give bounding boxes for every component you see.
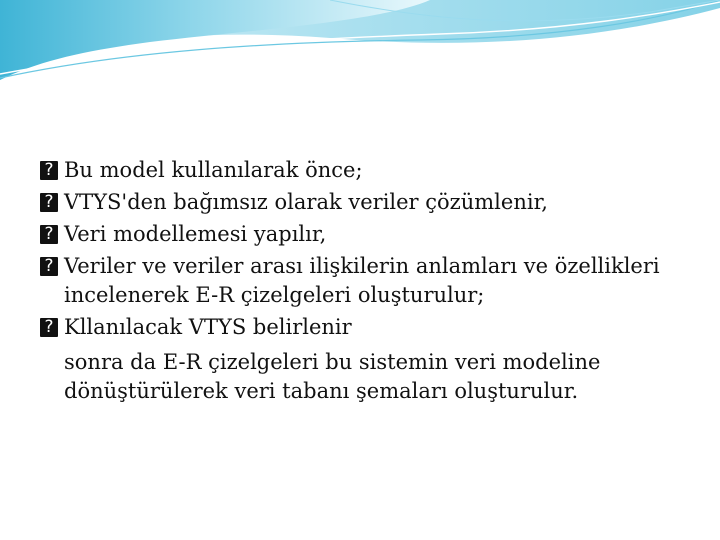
- bullet-missing-glyph-icon: ?: [40, 193, 58, 212]
- bullet-item: [40, 188, 680, 217]
- continuation-text: sonra da E-R çizelgeleri bu sistemin veri modeline dönüştürülerek veri tabanı şemaları oluşturulur.: [64, 350, 601, 403]
- bullet-missing-glyph-icon: ?: [40, 161, 58, 180]
- bullet-text: VTYS'den bağımsız olarak veriler çözümlenir,: [64, 190, 548, 214]
- bullet-item: [40, 313, 680, 342]
- bullet-text: Veri modellemesi yapılır,: [64, 222, 327, 246]
- bullet-item: [40, 156, 680, 185]
- bullet-text: Veriler ve veriler arası ilişkilerin anlamları ve özellikleri incelenerek E-R çizelgeleri oluşturulur;: [64, 254, 660, 307]
- bullet-item: [40, 252, 680, 310]
- bullet-missing-glyph-icon: ?: [40, 318, 58, 337]
- header-wave-decoration: [0, 0, 720, 90]
- bullet-text: Kllanılacak VTYS belirlenir: [64, 315, 352, 339]
- bullet-missing-glyph-icon: ?: [40, 257, 58, 276]
- bullet-text: Bu model kullanılarak önce;: [64, 158, 363, 182]
- bullet-item: [40, 220, 680, 249]
- bullet-missing-glyph-icon: ?: [40, 225, 58, 244]
- bullet-list: [40, 156, 680, 409]
- continuation-paragraph: [40, 348, 680, 406]
